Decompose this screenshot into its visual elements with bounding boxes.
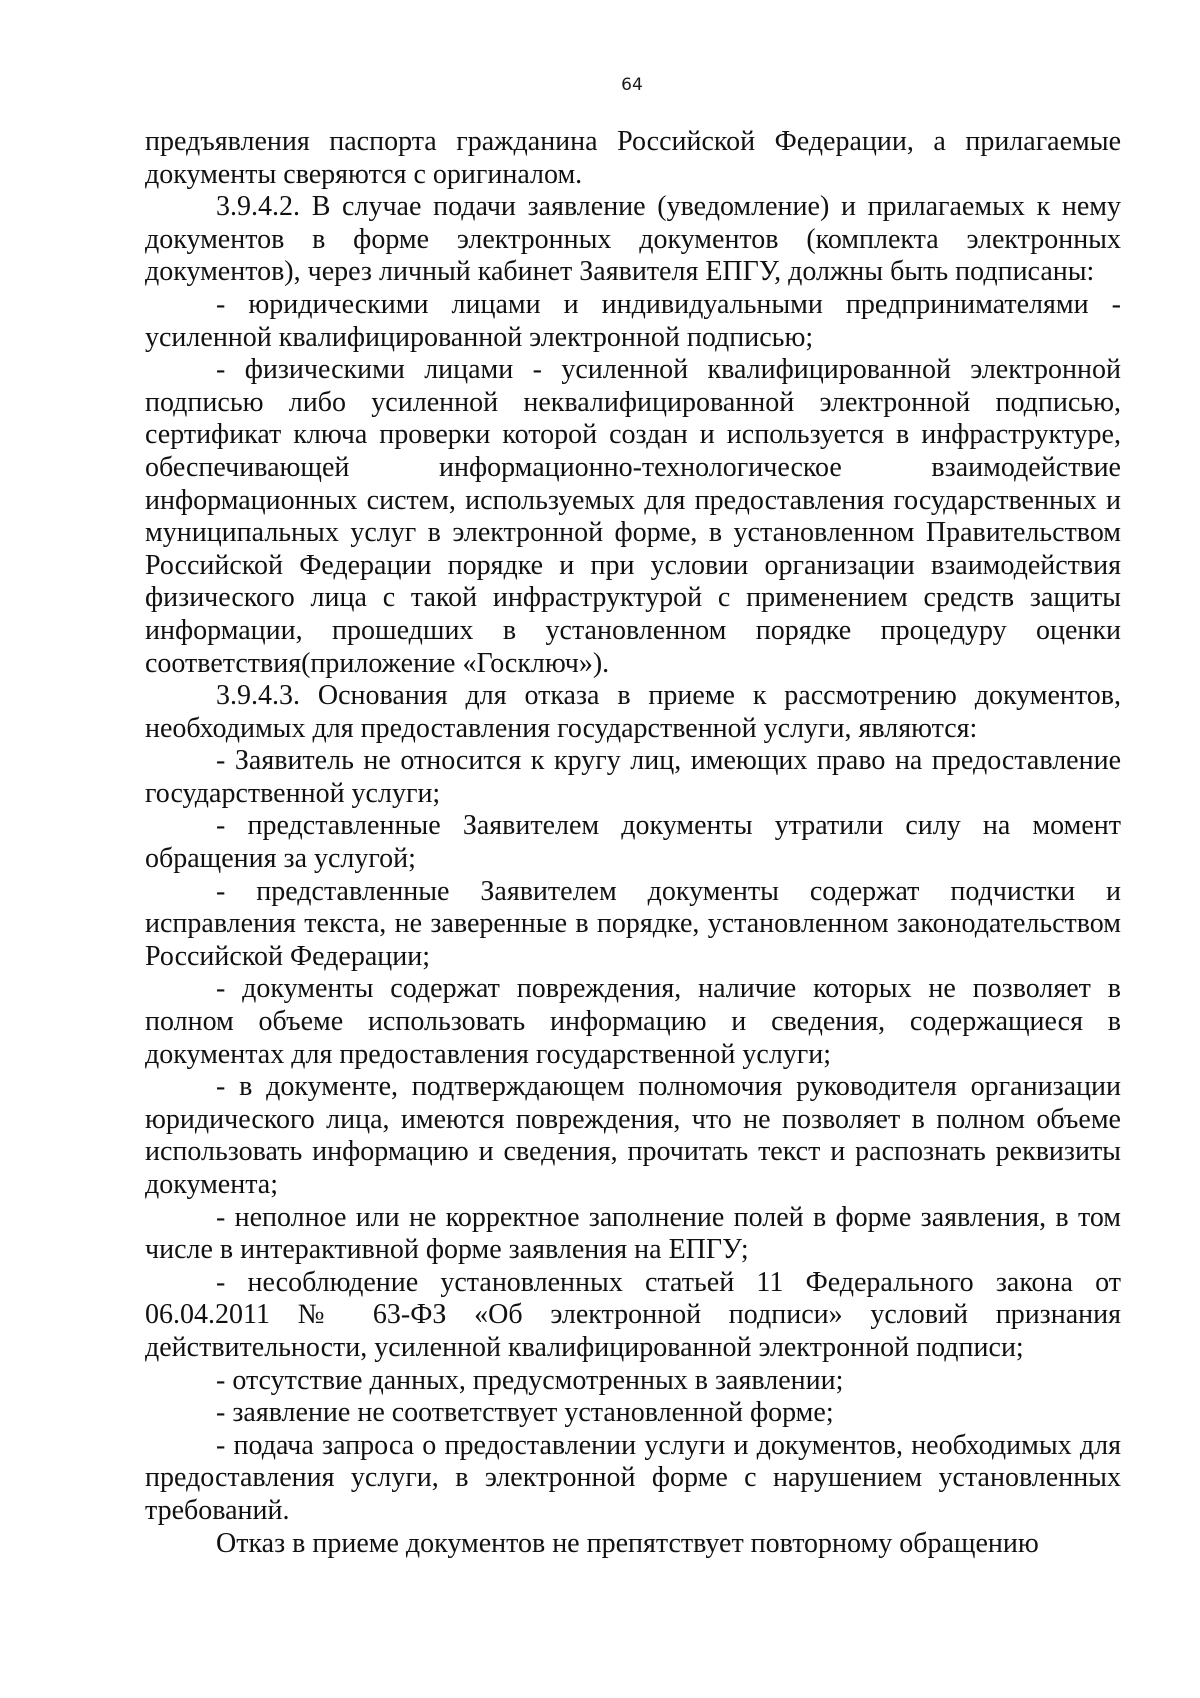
- list-item-form-mismatch: - заявление не соответствует установленной форме;: [216, 1397, 834, 1429]
- list-item-individuals: - физическими лицами - усиленной квалифицированной электронной подписью либо усиленной неквалифицированной электронной подписью, сертификат ключа проверки которой создан и используется в инфраструктуре, обеспечивающей информационно-технологическое взаимодействие информационных систем, используемых для предоставления государственных и муниципальных услуг в электронной форме, в установленном Правительством Российской Федерации порядке и при условии организации взаимодействия физического лица с такой инфраструктурой с применением средств защиты информации, прошедших в установленном порядке процедуру оценки соответствия(приложение «Госключ»).: [145, 354, 1121, 679]
- paragraph-passport-continuation: предъявления паспорта гражданина Российской Федерации, а прилагаемые документы сверяются с оригиналом.: [145, 126, 1121, 190]
- list-item-corrections: - представленные Заявителем документы содержат подчистки и исправления текста, не заверенные в порядке, установленном законодательством Российской Федерации;: [145, 875, 1121, 972]
- list-item-electronic-violation: - подача запроса о предоставлении услуги и документов, необходимых для предоставления услуги, в электронной форме с нарушением установленных требований.: [145, 1429, 1121, 1526]
- list-item-incomplete-form: - неполное или не корректное заполнение полей в форме заявления, в том числе в интерактивной форме заявления на ЕПГУ;: [145, 1201, 1121, 1266]
- paragraph-refusal-note: Отказ в приеме документов не препятствует повторному обращению: [216, 1527, 1039, 1559]
- list-item-damaged-authority-document: - в документе, подтверждающем полномочия руководителя организации юридического лица, имеются повреждения, что не позволяет в полном объеме использовать информацию и сведения, прочитать текст и распознать реквизиты документа;: [145, 1071, 1121, 1200]
- list-item-legal-entities: - юридическими лицами и индивидуальными предпринимателями - усиленной квалифицированной электронной подписью;: [145, 288, 1121, 353]
- list-item-signature-conditions: - несоблюдение установленных статьей 11 Федерального закона от 06.04.2011 № 63-ФЗ «Об электронной подписи» условий признания действительности, усиленной квалифицированной электронной подписи;: [145, 1266, 1121, 1363]
- document-body: [145, 126, 1121, 1560]
- list-item-missing-data: - отсутствие данных, предусмотренных в заявлении;: [216, 1364, 844, 1396]
- list-item-not-eligible: - Заявитель не относится к кругу лиц, имеющих право на предоставление государственной услуги;: [145, 745, 1121, 809]
- list-item-expired-documents: - представленные Заявителем документы утратили силу на момент обращения за услугой;: [145, 810, 1121, 875]
- page-number: 64: [621, 75, 643, 95]
- list-item-damaged-documents: - документы содержат повреждения, наличие которых не позволяет в полном объеме использовать информацию и сведения, содержащиеся в документах для предоставления государственной услуги;: [145, 973, 1121, 1070]
- paragraph-clause-3-9-4-3: 3.9.4.3. Основания для отказа в приеме к рассмотрению документов, необходимых для предоставления государственной услуги, являются:: [145, 680, 1121, 744]
- paragraph-clause-3-9-4-2: 3.9.4.2. В случае подачи заявление (уведомление) и прилагаемых к нему документов в форме электронных документов (комплекта электронных документов), через личный кабинет Заявителя ЕПГУ, должны быть подписаны:: [145, 191, 1121, 288]
